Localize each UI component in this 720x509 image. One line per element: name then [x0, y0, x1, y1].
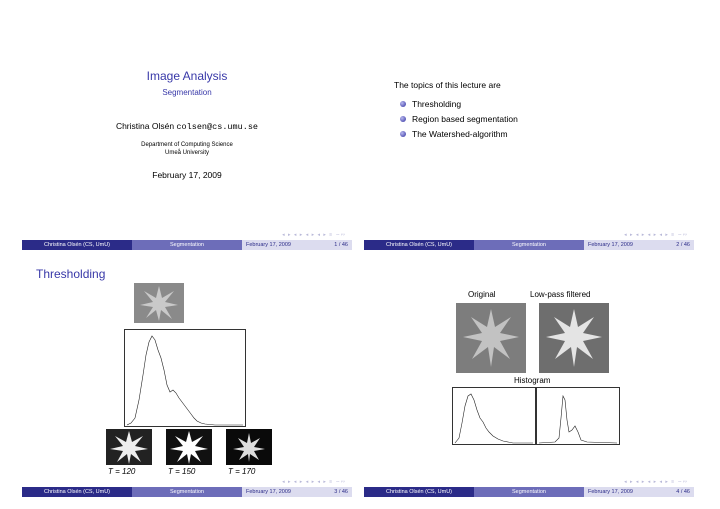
footer-title: Segmentation — [474, 487, 584, 497]
footer-author: Christina Olsén (CS, UmU) — [22, 240, 132, 250]
slide-footer — [22, 240, 352, 250]
author-line — [22, 121, 352, 132]
threshold-image-3 — [226, 429, 272, 465]
list-item: Region based segmentation — [400, 114, 518, 124]
threshold-label-2: T = 150 — [168, 467, 196, 476]
slide-3 — [22, 267, 352, 497]
threshold-image-1 — [106, 429, 152, 465]
bullet-icon — [400, 116, 406, 122]
histogram-curve — [125, 330, 245, 426]
beamer-nav-symbols[interactable]: ◂ ▸ ◂ ▸ ◂ ▸ ◂ ▸ ≡ ∽∾ — [282, 479, 346, 485]
footer-title: Segmentation — [474, 240, 584, 250]
footer-author: Christina Olsén (CS, UmU) — [364, 487, 474, 497]
histogram-lowpass — [536, 387, 620, 445]
lecture-date: February 17, 2009 — [152, 170, 222, 180]
frame-title: Thresholding — [36, 267, 106, 281]
slide-footer — [364, 240, 694, 250]
footer-date: February 17, 2009 — [246, 489, 291, 495]
slide-4 — [364, 287, 694, 497]
footer-page: 2 / 46 — [676, 242, 690, 248]
beamer-nav-symbols[interactable]: ◂ ▸ ◂ ▸ ◂ ▸ ◂ ▸ ≡ ∽∾ — [282, 232, 346, 238]
lowpass-image — [539, 303, 609, 373]
slide-1 — [22, 40, 352, 250]
university: Umeå University — [164, 150, 209, 156]
department: Department of Computing Science — [141, 142, 233, 148]
histogram-original — [452, 387, 536, 445]
beamer-nav-symbols[interactable]: ◂ ▸ ◂ ▸ ◂ ▸ ◂ ▸ ≡ ∽∾ — [624, 479, 688, 485]
footer-date-block — [584, 487, 694, 497]
footer-title: Segmentation — [132, 487, 242, 497]
lecture-title: Image Analysis — [146, 69, 228, 83]
label-lowpass: Low-pass filtered — [530, 290, 591, 299]
label-histogram: Histogram — [514, 376, 551, 385]
footer-date-block — [242, 240, 352, 250]
footer-page: 1 / 46 — [334, 242, 348, 248]
bullet-icon — [400, 131, 406, 137]
original-image — [456, 303, 526, 373]
footer-date: February 17, 2009 — [588, 489, 633, 495]
footer-page: 3 / 46 — [334, 489, 348, 495]
threshold-label-3: T = 170 — [228, 467, 256, 476]
author-name: Christina Olsén — [115, 121, 175, 131]
footer-author: Christina Olsén (CS, UmU) — [364, 240, 474, 250]
star-picture — [134, 283, 184, 323]
footer-title: Segmentation — [132, 240, 242, 250]
label-original: Original — [468, 290, 496, 299]
topics-intro: The topics of this lecture are — [394, 80, 501, 90]
star-image — [134, 283, 184, 323]
lecture-subtitle: Segmentation — [162, 88, 212, 97]
slide-2 — [364, 40, 694, 250]
bullet-icon — [400, 101, 406, 107]
threshold-image-2 — [166, 429, 212, 465]
footer-date: February 17, 2009 — [588, 242, 633, 248]
footer-date-block — [242, 487, 352, 497]
slide-footer — [364, 487, 694, 497]
topics-list — [400, 94, 518, 144]
beamer-nav-symbols[interactable]: ◂ ▸ ◂ ▸ ◂ ▸ ◂ ▸ ≡ ∽∾ — [624, 232, 688, 238]
footer-date: February 17, 2009 — [246, 242, 291, 248]
footer-author: Christina Olsén (CS, UmU) — [22, 487, 132, 497]
slide-footer — [22, 487, 352, 497]
author-email: colsen@cs.umu.se — [176, 122, 259, 132]
list-item: Thresholding — [400, 99, 518, 109]
footer-page: 4 / 46 — [676, 489, 690, 495]
footer-date-block — [584, 240, 694, 250]
threshold-label-1: T = 120 — [108, 467, 136, 476]
list-item: The Watershed-algorithm — [400, 129, 518, 139]
histogram-plot — [124, 329, 246, 427]
